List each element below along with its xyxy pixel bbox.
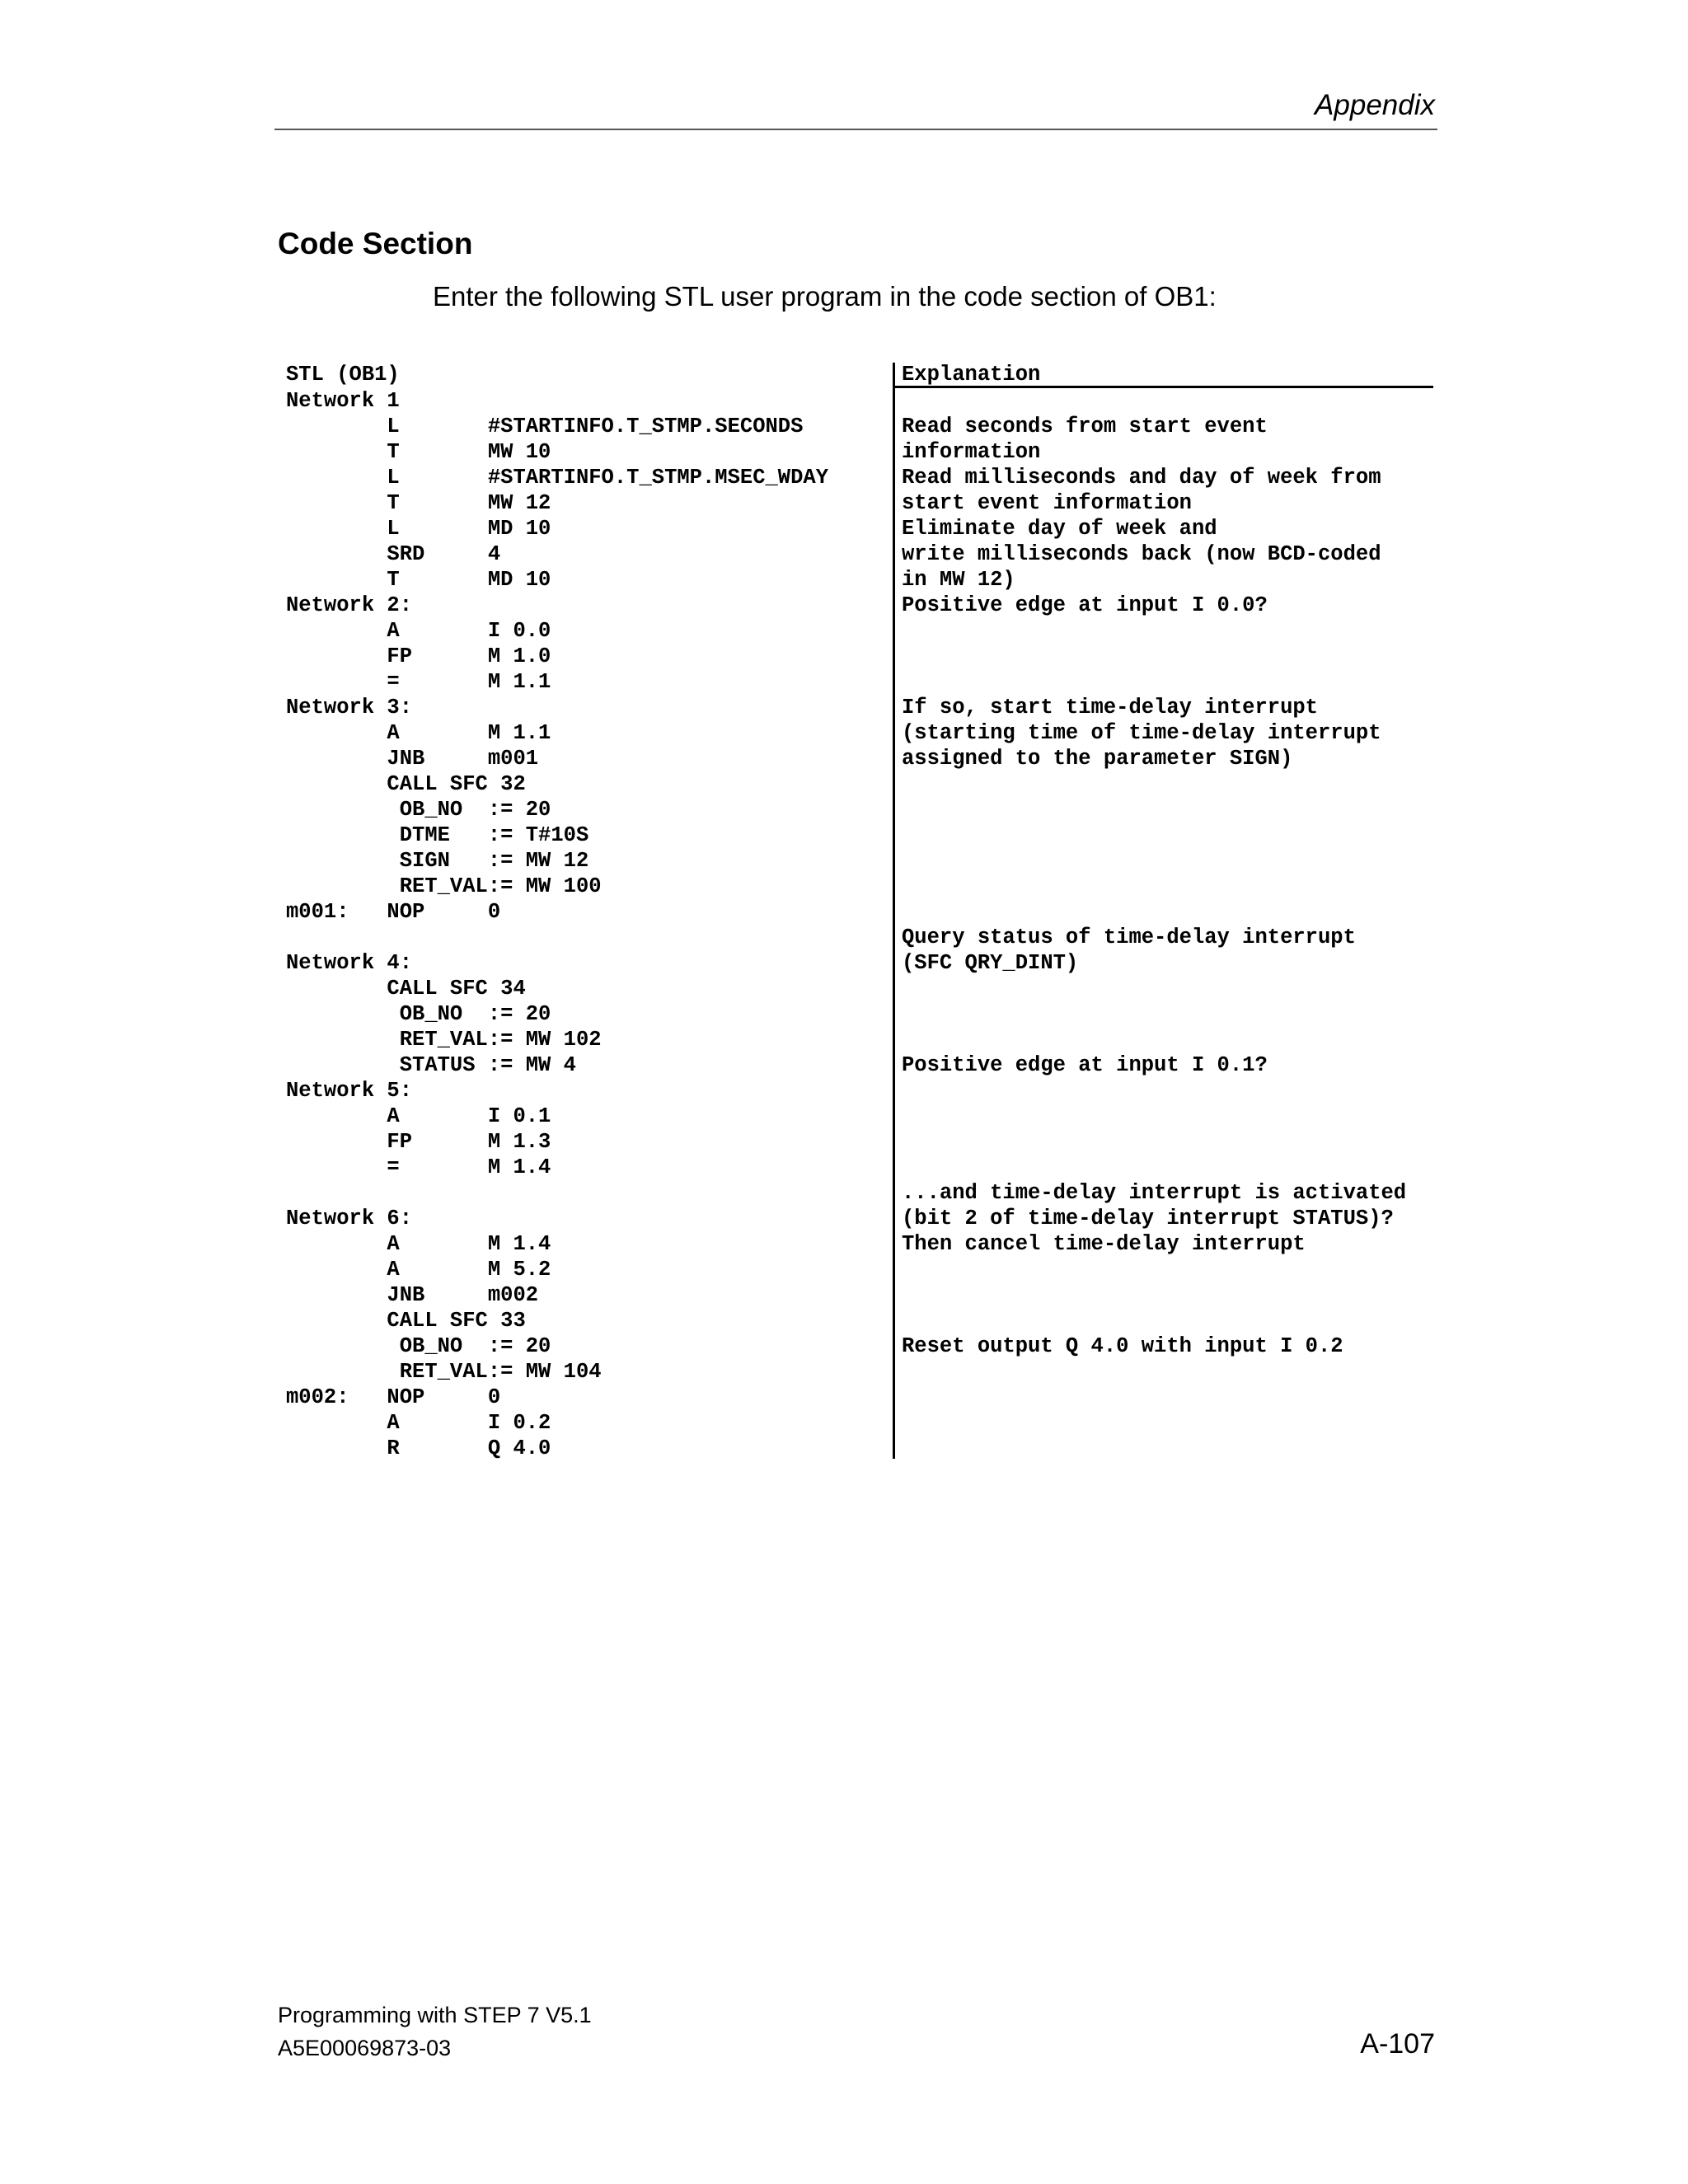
explanation-line	[902, 771, 1406, 797]
footer-doc-number: A5E00069873-03	[278, 2036, 452, 2060]
code-line: = M 1.4	[286, 1155, 551, 1179]
code-line: RET_VAL:= MW 100	[286, 874, 602, 898]
explanation-line	[902, 1001, 1406, 1027]
code-line: T MD 10	[286, 568, 551, 592]
explanation-line	[902, 1129, 1406, 1155]
explanation-line: start event information	[902, 491, 1192, 515]
code-line: Network 3:	[286, 696, 413, 719]
explanation-line: Query status of time-delay interrupt	[902, 926, 1356, 949]
code-line: T MW 12	[286, 491, 551, 515]
code-line: JNB m001	[286, 747, 539, 771]
explanation-line: in MW 12)	[902, 568, 1015, 592]
code-line: CALL SFC 34	[286, 977, 526, 1001]
footer-info	[278, 1999, 592, 2064]
explanation-line	[902, 848, 1406, 874]
explanation-line	[902, 1282, 1406, 1308]
explanation-line	[902, 644, 1406, 669]
explanation-line	[902, 1308, 1406, 1333]
code-line: Network 1	[286, 389, 400, 413]
code-line	[286, 1180, 828, 1206]
code-line: CALL SFC 32	[286, 772, 526, 796]
explanation-column	[902, 388, 1406, 1461]
section-heading: Code Section	[278, 227, 473, 260]
code-line: A M 1.1	[286, 721, 551, 745]
explanation-line	[902, 1257, 1406, 1282]
code-line: A M 5.2	[286, 1258, 551, 1282]
explanation-line	[902, 669, 1406, 695]
code-line: A I 0.2	[286, 1411, 551, 1435]
code-line: FP M 1.3	[286, 1130, 551, 1154]
explanation-line	[902, 1359, 1406, 1385]
explanation-column-header: Explanation	[902, 363, 1041, 387]
code-line: SIGN := MW 12	[286, 849, 589, 873]
explanation-line: (starting time of time-delay interrupt	[902, 721, 1381, 745]
explanation-line: Read milliseconds and day of week from	[902, 466, 1381, 490]
explanation-line: Positive edge at input I 0.0?	[902, 593, 1268, 617]
code-line: OB_NO := 20	[286, 798, 551, 822]
code-line: OB_NO := 20	[286, 1334, 551, 1358]
code-line: RET_VAL:= MW 102	[286, 1028, 602, 1052]
code-line: SRD 4	[286, 542, 501, 566]
code-line: m002: NOP 0	[286, 1385, 501, 1409]
intro-paragraph: Enter the following STL user program in the code section of OB1:	[433, 281, 1217, 312]
code-line: Network 5:	[286, 1079, 413, 1103]
explanation-line	[902, 1385, 1406, 1410]
explanation-line	[902, 1410, 1406, 1436]
code-line: OB_NO := 20	[286, 1002, 551, 1026]
explanation-line	[902, 797, 1406, 823]
page-header-title: Appendix	[1315, 89, 1435, 121]
code-line: CALL SFC 33	[286, 1309, 526, 1333]
explanation-line: write milliseconds back (now BCD-coded	[902, 542, 1381, 566]
code-line: JNB m002	[286, 1283, 539, 1307]
header-divider	[274, 129, 1437, 130]
code-line: T MW 10	[286, 440, 551, 464]
footer-product: Programming with STEP 7 V5.1	[278, 2003, 592, 2027]
code-line: L #STARTINFO.T_STMP.MSEC_WDAY	[286, 466, 829, 490]
page-number: A-107	[1360, 2028, 1435, 2060]
explanation-line	[902, 976, 1406, 1001]
code-line: L MD 10	[286, 517, 551, 541]
explanation-line: ...and time-delay interrupt is activated	[902, 1181, 1407, 1205]
explanation-line	[902, 618, 1406, 644]
code-line: = M 1.1	[286, 670, 551, 694]
explanation-line	[902, 1027, 1406, 1052]
code-line: RET_VAL:= MW 104	[286, 1360, 602, 1384]
code-line: R Q 4.0	[286, 1436, 551, 1460]
code-line: Network 6:	[286, 1207, 413, 1230]
code-line: STATUS := MW 4	[286, 1053, 576, 1077]
code-line: A I 0.0	[286, 619, 551, 643]
explanation-line: information	[902, 440, 1041, 464]
code-line: A M 1.4	[286, 1232, 551, 1256]
code-line: Network 2:	[286, 593, 413, 617]
code-line	[286, 925, 828, 950]
explanation-line: assigned to the parameter SIGN)	[902, 747, 1293, 771]
explanation-line	[902, 388, 1406, 414]
code-line: m001: NOP 0	[286, 900, 501, 924]
stl-code-column	[286, 388, 828, 1461]
explanation-line: (SFC QRY_DINT)	[902, 951, 1079, 975]
explanation-line: Read seconds from start event	[902, 415, 1268, 438]
explanation-line	[902, 1078, 1406, 1104]
explanation-line: Eliminate day of week and	[902, 517, 1217, 541]
explanation-line: Reset output Q 4.0 with input I 0.2	[902, 1334, 1343, 1358]
explanation-line: If so, start time-delay interrupt	[902, 696, 1318, 719]
explanation-line	[902, 1155, 1406, 1180]
explanation-line	[902, 874, 1406, 899]
explanation-line: Positive edge at input I 0.1?	[902, 1053, 1268, 1077]
code-line: FP M 1.0	[286, 644, 551, 668]
explanation-line	[902, 1436, 1406, 1461]
code-line: A I 0.1	[286, 1104, 551, 1128]
code-line: Network 4:	[286, 951, 413, 975]
explanation-line	[902, 1104, 1406, 1129]
column-divider	[893, 363, 895, 1459]
explanation-line: Then cancel time-delay interrupt	[902, 1232, 1306, 1256]
code-line: DTME := T#10S	[286, 823, 589, 847]
explanation-line	[902, 823, 1406, 848]
code-line: L #STARTINFO.T_STMP.SECONDS	[286, 415, 804, 438]
explanation-line: (bit 2 of time-delay interrupt STATUS)?	[902, 1207, 1394, 1230]
explanation-line	[902, 899, 1406, 925]
stl-column-header: STL (OB1)	[286, 363, 400, 387]
